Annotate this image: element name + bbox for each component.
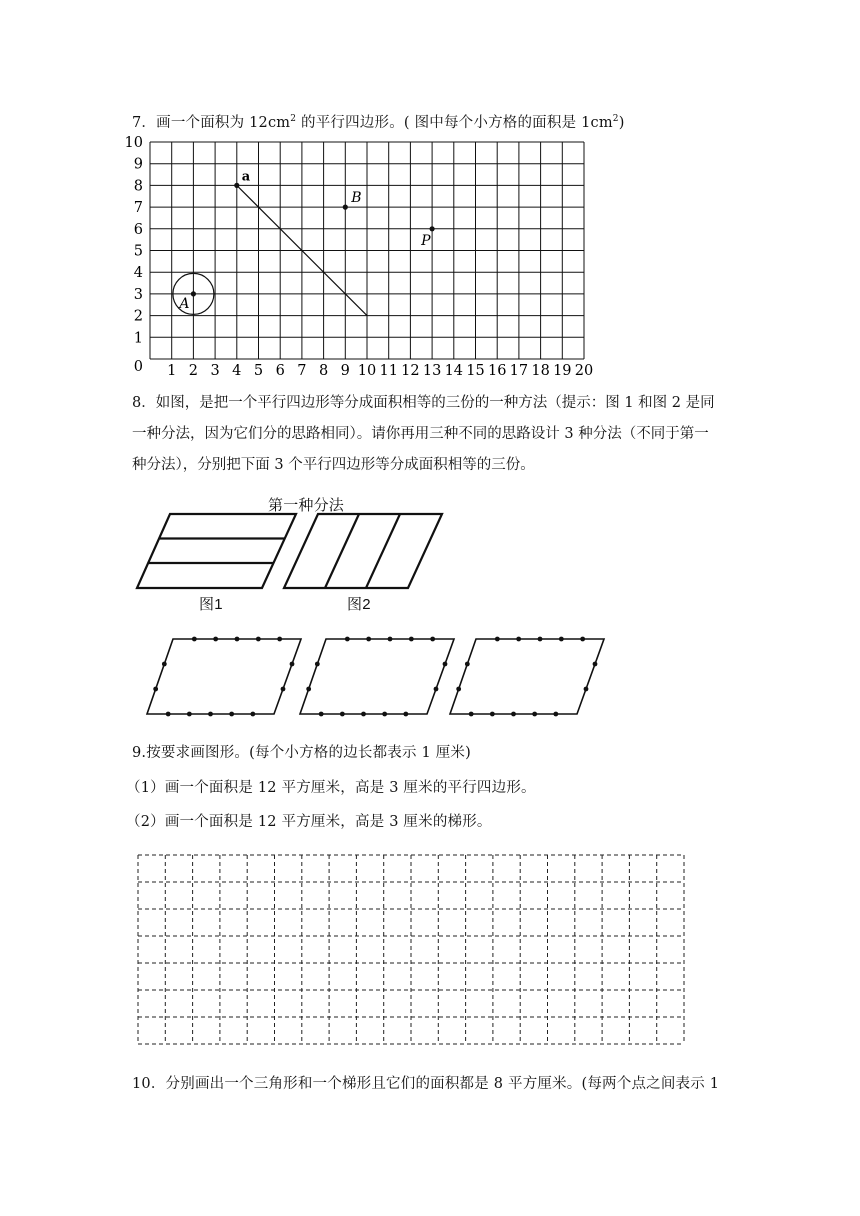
x-tick-label: 5 (253, 363, 264, 379)
x-tick-label: 19 (553, 363, 572, 379)
y-tick-label: 9 (133, 156, 143, 173)
x-tick-label: 8 (318, 363, 329, 379)
x-tick-label: 2 (188, 363, 199, 379)
x-tick-label: 7 (297, 363, 307, 379)
x-tick-label: 13 (422, 363, 442, 379)
y-tick-label: 2 (133, 308, 143, 325)
y-tick-label: 4 (133, 265, 143, 282)
y-tick-label: 5 (133, 243, 143, 260)
label-B: B (351, 190, 362, 207)
x-tick-label: 16 (487, 363, 507, 379)
q7-title: 7．画一个面积为 $12cm^2$ 的平行四边形。( 图中每个小方格的面积是 $1cm^2$) (132, 114, 625, 131)
x-tick-label: 15 (466, 363, 485, 379)
y-tick-label: 7 (133, 200, 143, 217)
x-tick-label: 10 (357, 363, 377, 379)
y-tick-label: 3 (133, 286, 143, 303)
y-tick-label: 0 (133, 359, 143, 375)
label-A: A (179, 295, 190, 312)
x-tick-label: 14 (444, 363, 464, 379)
q8-line2: 一种分法，因为它们分的思路相同）。请你再用三种不同的思路设计 3 种分法（不同于第一 (132, 426, 709, 442)
x-tick-label: 17 (509, 363, 529, 379)
label-a: a (241, 169, 251, 185)
method-title: 第一种分法 (268, 497, 345, 514)
x-tick-label: 18 (531, 363, 550, 379)
q9-item1: （1）画一个面积是 12 平方厘米，高是 3 厘米的平行四边形。 (126, 780, 536, 796)
y-tick-label: 6 (133, 221, 143, 238)
q8-line1: 8．如图，是把一个平行四边形等分成面积相等的三份的一种方法（提示：图 1 和图 2 是同 (132, 395, 715, 411)
q9-title: 9.按要求画图形。(每个小方格的边长都表示 1 厘米) (132, 745, 471, 761)
x-tick-label: 11 (379, 363, 398, 379)
label-P: P (421, 232, 431, 249)
x-tick-label: 6 (275, 363, 285, 379)
x-tick-label: 1 (167, 363, 177, 379)
fig2-label: 图2 (347, 596, 371, 613)
q8-line3: 种分法），分别把下面 3 个平行四边形等分成面积相等的三份。 (132, 457, 535, 473)
y-tick-label: 1 (133, 330, 143, 347)
q9-item2: （2）画一个面积是 12 平方厘米，高是 3 厘米的梯形。 (126, 814, 492, 830)
x-tick-label: 12 (401, 363, 420, 379)
y-tick-label: 8 (133, 178, 143, 195)
x-tick-label: 4 (232, 363, 242, 379)
x-tick-label: 3 (210, 363, 220, 379)
y-tick-label: 10 (124, 135, 143, 151)
q10-line1: 10．分别画出一个三角形和一个梯形且它们的面积都是 8 平方厘米。(每两个点之间表示 1 (132, 1076, 720, 1092)
x-tick-label: 9 (340, 363, 350, 379)
fig1-label: 图1 (199, 596, 223, 613)
x-tick-label: 20 (574, 363, 594, 379)
